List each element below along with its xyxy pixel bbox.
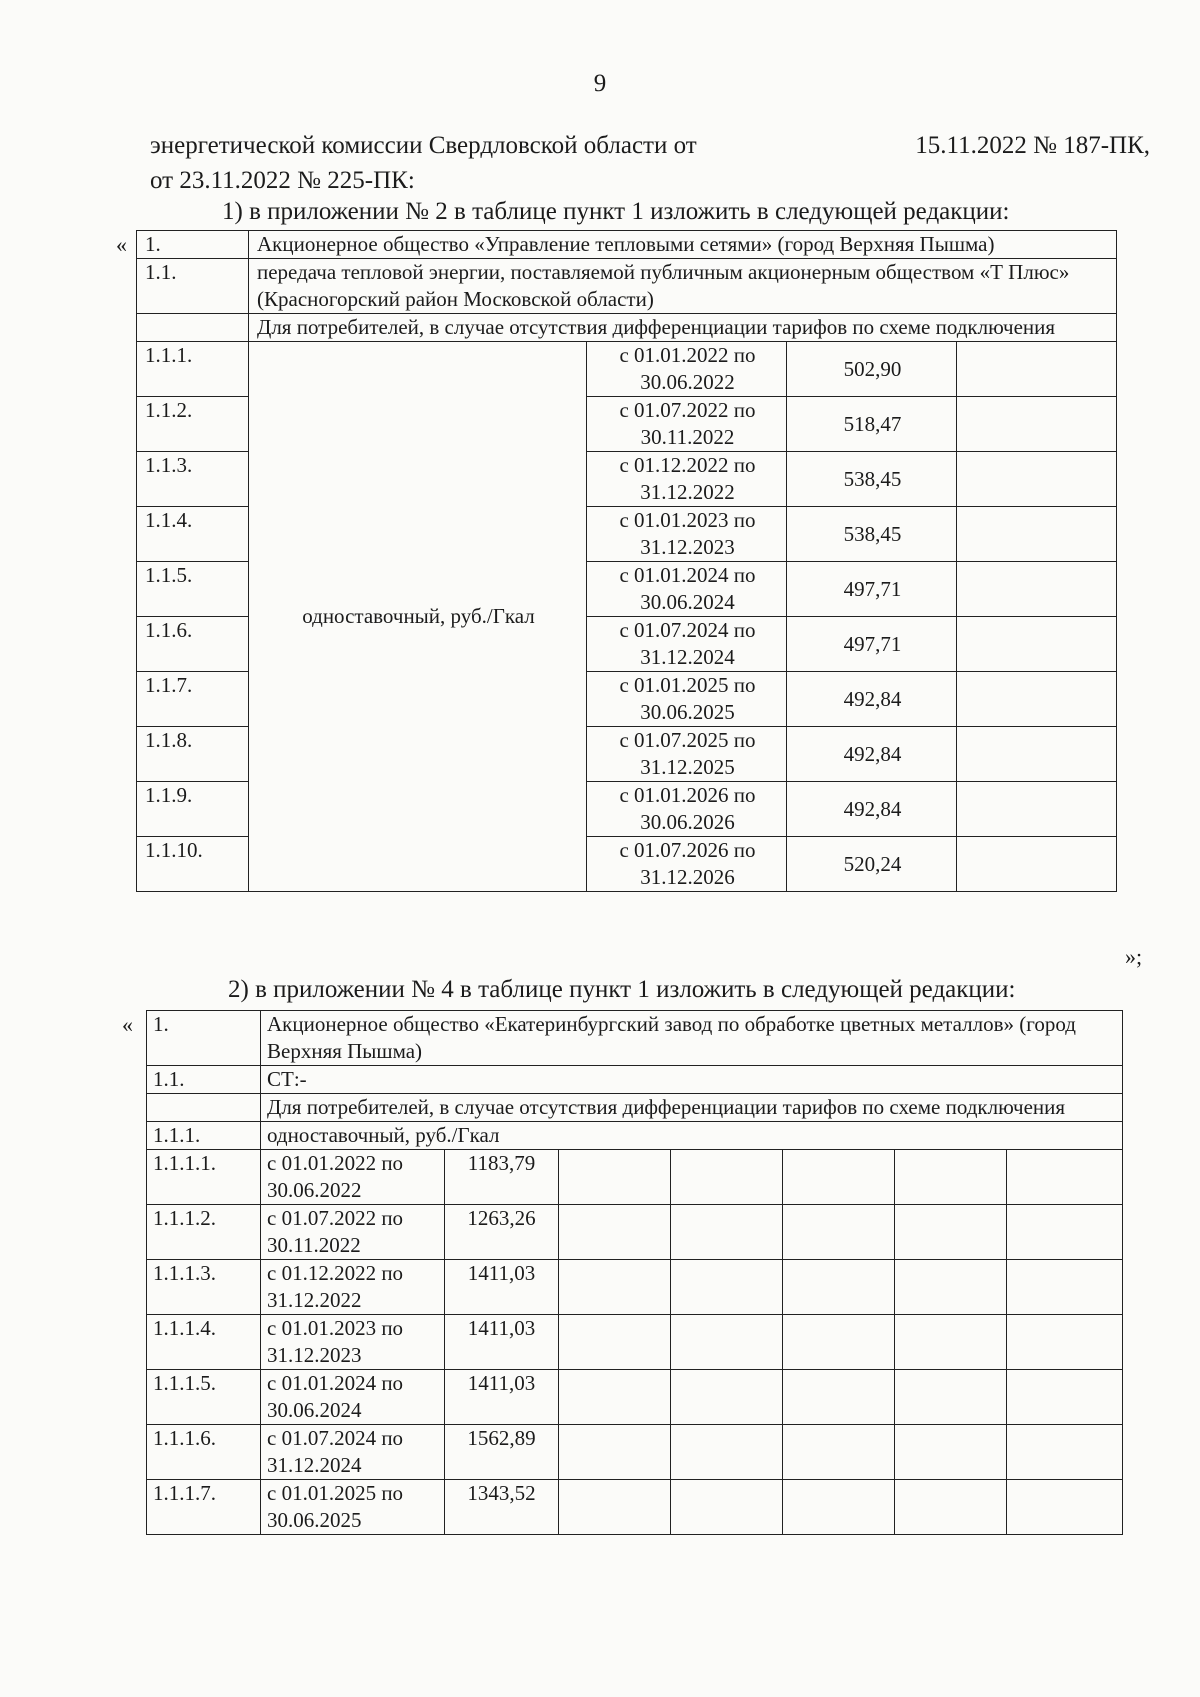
table-row bbox=[147, 1205, 1123, 1260]
table2-header-row bbox=[147, 1066, 1123, 1094]
empty-cell bbox=[559, 1150, 671, 1205]
row-text: Для потребителей, в случае отсутствия дифференциации тарифов по схеме подключения bbox=[261, 1094, 1123, 1122]
empty-cell bbox=[1007, 1315, 1123, 1370]
row-number: 1.1.1.4. bbox=[147, 1315, 261, 1370]
tariff-value: 1411,03 bbox=[445, 1315, 559, 1370]
empty-cell bbox=[559, 1480, 671, 1535]
table1-header-row bbox=[137, 314, 1117, 342]
tariff-value: 1263,26 bbox=[445, 1205, 559, 1260]
row-number: 1.1.1.6. bbox=[147, 1425, 261, 1480]
tariff-value: 492,84 bbox=[787, 782, 957, 837]
period-cell: с 01.01.2025 по 30.06.2025 bbox=[587, 672, 787, 727]
row-text: Акционерное общество «Управление тепловыми сетями» (город Верхняя Пышма) bbox=[249, 231, 1117, 259]
empty-cell bbox=[957, 342, 1117, 397]
empty-cell bbox=[957, 727, 1117, 782]
row-number: 1.1. bbox=[147, 1066, 261, 1094]
tariff-table-2 bbox=[146, 1010, 1123, 1535]
empty-cell bbox=[895, 1315, 1007, 1370]
rate-type-label: одноставочный, руб./Гкал bbox=[249, 342, 587, 892]
row-number bbox=[137, 314, 249, 342]
empty-cell bbox=[957, 452, 1117, 507]
empty-cell bbox=[783, 1370, 895, 1425]
period-cell: с 01.01.2024 по 30.06.2024 bbox=[261, 1370, 445, 1425]
row-number: 1.1.8. bbox=[137, 727, 249, 782]
tariff-value: 502,90 bbox=[787, 342, 957, 397]
tariff-value: 1343,52 bbox=[445, 1480, 559, 1535]
period-cell: с 01.01.2023 по 31.12.2023 bbox=[587, 507, 787, 562]
empty-cell bbox=[559, 1260, 671, 1315]
row-number: 1.1.1.1. bbox=[147, 1150, 261, 1205]
empty-cell bbox=[783, 1260, 895, 1315]
row-number bbox=[147, 1094, 261, 1122]
tariff-value: 538,45 bbox=[787, 507, 957, 562]
tariff-value: 520,24 bbox=[787, 837, 957, 892]
empty-cell bbox=[895, 1370, 1007, 1425]
row-number: 1.1.1. bbox=[147, 1122, 261, 1150]
tariff-value: 1183,79 bbox=[445, 1150, 559, 1205]
empty-cell bbox=[957, 617, 1117, 672]
tariff-value: 1562,89 bbox=[445, 1425, 559, 1480]
empty-cell bbox=[671, 1370, 783, 1425]
empty-cell bbox=[671, 1315, 783, 1370]
tariff-value: 492,84 bbox=[787, 727, 957, 782]
row-number: 1.1.1.2. bbox=[147, 1205, 261, 1260]
table2-header-row bbox=[147, 1122, 1123, 1150]
row-number: 1. bbox=[147, 1011, 261, 1066]
period-cell: с 01.01.2025 по 30.06.2025 bbox=[261, 1480, 445, 1535]
intro-line1-right: 15.11.2022 № 187-ПК, bbox=[915, 132, 1150, 159]
empty-cell bbox=[671, 1425, 783, 1480]
empty-cell bbox=[671, 1150, 783, 1205]
table-row bbox=[147, 1425, 1123, 1480]
empty-cell bbox=[783, 1425, 895, 1480]
period-cell: с 01.07.2022 по 30.11.2022 bbox=[587, 397, 787, 452]
empty-cell bbox=[895, 1205, 1007, 1260]
period-cell: с 01.07.2026 по 31.12.2026 bbox=[587, 837, 787, 892]
tariff-value: 497,71 bbox=[787, 617, 957, 672]
row-number: 1.1.1.5. bbox=[147, 1370, 261, 1425]
row-number: 1.1.2. bbox=[137, 397, 249, 452]
period-cell: с 01.01.2026 по 30.06.2026 bbox=[587, 782, 787, 837]
empty-cell bbox=[895, 1425, 1007, 1480]
tariff-table-1 bbox=[136, 230, 1117, 892]
item1-heading: 1) в приложении № 2 в таблице пункт 1 изложить в следующей редакции: bbox=[222, 198, 1010, 225]
tariff-value: 538,45 bbox=[787, 452, 957, 507]
row-number: 1.1.10. bbox=[137, 837, 249, 892]
empty-cell bbox=[671, 1260, 783, 1315]
tariff-value: 1411,03 bbox=[445, 1260, 559, 1315]
tariff-value: 492,84 bbox=[787, 672, 957, 727]
empty-cell bbox=[957, 672, 1117, 727]
empty-cell bbox=[559, 1425, 671, 1480]
empty-cell bbox=[783, 1205, 895, 1260]
empty-cell bbox=[671, 1205, 783, 1260]
period-cell: с 01.01.2022 по 30.06.2022 bbox=[261, 1150, 445, 1205]
empty-cell bbox=[1007, 1480, 1123, 1535]
row-number: 1.1.5. bbox=[137, 562, 249, 617]
intro-line1-left: энергетической комиссии Свердловской области от bbox=[150, 132, 697, 159]
row-number: 1.1.9. bbox=[137, 782, 249, 837]
row-number: 1.1.7. bbox=[137, 672, 249, 727]
row-number: 1.1. bbox=[137, 259, 249, 314]
empty-cell bbox=[1007, 1260, 1123, 1315]
table-row bbox=[147, 1370, 1123, 1425]
row-number: 1.1.4. bbox=[137, 507, 249, 562]
row-text: СТ:- bbox=[261, 1066, 1123, 1094]
empty-cell bbox=[895, 1480, 1007, 1535]
tariff-value: 518,47 bbox=[787, 397, 957, 452]
row-text: передача тепловой энергии, поставляемой публичным акционерным обществом «Т Плюс» (Красногорский район Московской области) bbox=[249, 259, 1117, 314]
empty-cell bbox=[957, 837, 1117, 892]
table2-header-row bbox=[147, 1094, 1123, 1122]
empty-cell bbox=[1007, 1205, 1123, 1260]
empty-cell bbox=[957, 782, 1117, 837]
row-number: 1.1.1.7. bbox=[147, 1480, 261, 1535]
table1-header-row bbox=[137, 259, 1117, 314]
period-cell: с 01.07.2022 по 30.11.2022 bbox=[261, 1205, 445, 1260]
empty-cell bbox=[783, 1480, 895, 1535]
table-row bbox=[147, 1480, 1123, 1535]
row-number: 1.1.1. bbox=[137, 342, 249, 397]
item2-heading: 2) в приложении № 4 в таблице пункт 1 изложить в следующей редакции: bbox=[228, 976, 1016, 1003]
empty-cell bbox=[957, 507, 1117, 562]
tariff-value: 1411,03 bbox=[445, 1370, 559, 1425]
table2-header-row bbox=[147, 1011, 1123, 1066]
period-cell: с 01.01.2024 по 30.06.2024 bbox=[587, 562, 787, 617]
row-text: одноставочный, руб./Гкал bbox=[261, 1122, 1123, 1150]
row-number: 1.1.3. bbox=[137, 452, 249, 507]
tariff-value: 497,71 bbox=[787, 562, 957, 617]
empty-cell bbox=[1007, 1425, 1123, 1480]
empty-cell bbox=[783, 1150, 895, 1205]
table1-header-row bbox=[137, 231, 1117, 259]
empty-cell bbox=[559, 1315, 671, 1370]
empty-cell bbox=[559, 1205, 671, 1260]
period-cell: с 01.07.2024 по 31.12.2024 bbox=[261, 1425, 445, 1480]
empty-cell bbox=[671, 1480, 783, 1535]
empty-cell bbox=[895, 1150, 1007, 1205]
period-cell: с 01.12.2022 по 31.12.2022 bbox=[587, 452, 787, 507]
empty-cell bbox=[783, 1315, 895, 1370]
empty-cell bbox=[957, 562, 1117, 617]
row-text: Акционерное общество «Екатеринбургский завод по обработке цветных металлов» (город Верхняя Пышма) bbox=[261, 1011, 1123, 1066]
row-number: 1.1.6. bbox=[137, 617, 249, 672]
empty-cell bbox=[1007, 1370, 1123, 1425]
row-text: Для потребителей, в случае отсутствия дифференциации тарифов по схеме подключения bbox=[249, 314, 1117, 342]
period-cell: с 01.07.2024 по 31.12.2024 bbox=[587, 617, 787, 672]
table-row bbox=[147, 1260, 1123, 1315]
period-cell: с 01.07.2025 по 31.12.2025 bbox=[587, 727, 787, 782]
page-number: 9 bbox=[593, 70, 607, 97]
table-row bbox=[147, 1150, 1123, 1205]
item1-open-quote: « bbox=[116, 232, 127, 257]
row-number: 1.1.1.3. bbox=[147, 1260, 261, 1315]
empty-cell bbox=[957, 397, 1117, 452]
empty-cell bbox=[1007, 1150, 1123, 1205]
period-cell: с 01.01.2023 по 31.12.2023 bbox=[261, 1315, 445, 1370]
table-row bbox=[137, 342, 1117, 397]
empty-cell bbox=[559, 1370, 671, 1425]
intro-paragraph bbox=[150, 128, 1150, 198]
table-row bbox=[147, 1315, 1123, 1370]
period-cell: с 01.12.2022 по 31.12.2022 bbox=[261, 1260, 445, 1315]
empty-cell bbox=[895, 1260, 1007, 1315]
item1-close-quote: »; bbox=[1125, 944, 1143, 969]
period-cell: с 01.01.2022 по 30.06.2022 bbox=[587, 342, 787, 397]
row-number: 1. bbox=[137, 231, 249, 259]
intro-line2: от 23.11.2022 № 225-ПК: bbox=[150, 167, 415, 194]
item2-open-quote: « bbox=[122, 1012, 133, 1037]
